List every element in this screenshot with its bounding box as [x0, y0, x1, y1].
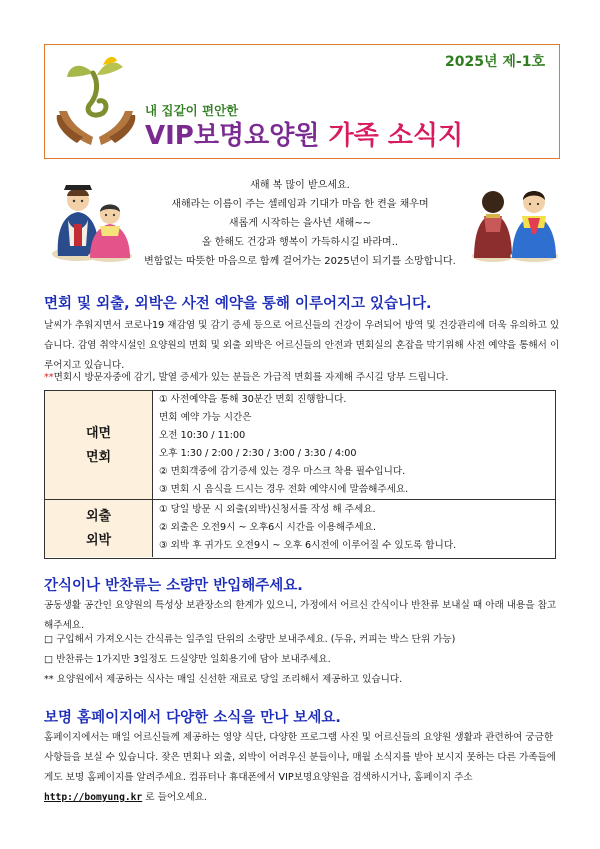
issue-number: 2025년 제-1호 [445, 54, 545, 70]
visit-row: 오전 10:30 / 11:00 [159, 430, 246, 441]
header-subtitle: 내 집같이 편안한 [145, 103, 239, 118]
list-item: □ 구입해서 가져오시는 간식류는 일주일 단위의 소량만 보내주세요. (두유, 커피는 박스 단위 가능) [44, 634, 456, 645]
outing-row: ② 외출은 오전9시 ~ 오후6시 시간을 이용해주세요. [159, 522, 377, 533]
section-title-snacks: 간식이나 반찬류는 소량만 반입해주세요. [44, 578, 303, 594]
note-mark: ** [44, 372, 54, 383]
greeting-line: 새해라는 이름이 주는 셀레임과 기대가 마음 한 켠을 채우며 [171, 199, 429, 210]
visits-note [44, 368, 562, 388]
outing-row: ③ 외박 후 귀가도 오전9시 ~ 오후 6시전에 이루어질 수 있도록 합니다. [159, 540, 457, 551]
note-text: 면회시 방문자중에 감기, 발열 증세가 있는 분들은 가급적 면회를 자제해 주시길 당부 드립니다. [53, 372, 449, 383]
visit-label-cell [45, 391, 153, 500]
homepage-text-end: 로 들어오세요. [142, 792, 207, 803]
visit-label: 면회 [85, 449, 112, 465]
schedule-table [44, 390, 556, 559]
visit-row: ③ 면회 시 음식을 드시는 경우 전화 예약시에 말씀해주세요. [159, 484, 409, 495]
outing-label-cell [45, 500, 153, 557]
visit-row: ② 면회객중에 감기증세 있는 경우 마스크 착용 필수입니다. [159, 466, 406, 477]
hands-plant-logo-icon [53, 53, 139, 153]
homepage-paragraph [44, 728, 562, 808]
greeting-line: 새롭게 시작하는 을사년 새해~~ [228, 218, 372, 229]
homepage-text: 홈페이지에서는 매일 어르신들께 제공하는 영양 식단, 다양한 프로그램 사진 및 어르신들의 요양원 생활과 관련하여 궁금한 사항들을 보실 수 있습니다. 잦은 면회나 외출, 외박이 어려우신 분들이나, 매월 소식지를 받아 보시지 못하는 다른 가족들에게도 보명 홈페이지를 알려주세요. 컴퓨터나 휴대폰에서 VIP보명요양원을 검색하시거나, 홈페이지 주소 [44, 732, 557, 783]
new-year-greeting [110, 176, 490, 271]
snacks-list [44, 630, 562, 690]
visit-row: ① 사전예약을 통해 30분간 면회 진행합니다. [159, 394, 347, 405]
visit-label: 대면 [85, 425, 112, 441]
outing-label: 외출 [85, 508, 112, 524]
bowing-girl-icon [508, 182, 560, 262]
section-title-homepage: 보명 홈페이지에서 다양한 소식을 만나 보세요. [44, 710, 341, 726]
newsletter-header [44, 44, 560, 159]
visit-row: 면회 예약 가능 시간은 [159, 412, 252, 423]
homepage-url-link[interactable]: http://bomyung.kr [44, 792, 143, 803]
list-item: □ 반찬류는 1가지만 3일정도 드실양만 일회용기에 담아 보내주세요. [44, 654, 331, 665]
greeting-line: 올 한해도 건강과 행복이 가득하시길 바라며.. [201, 237, 399, 248]
outing-row: ① 당일 방문 시 외출(외박)신청서를 작성 해 주세요. [159, 504, 376, 515]
greeting-line: 변함없는 따뜻한 마음으로 함께 걸어가는 2025년이 되기를 소망합니다. [144, 256, 456, 267]
title-main: VIP보명요양원 [145, 121, 320, 151]
newsletter-title [145, 115, 463, 152]
list-item: ** 요양원에서 제공하는 식사는 매일 신선한 재료로 당일 조리해서 제공하고 있습니다. [44, 674, 403, 685]
title-accent: 가족 소식지 [328, 121, 464, 151]
greeting-line: 새해 복 많이 받으세요. [250, 180, 350, 191]
section-title-visits: 면회 및 외출, 외박은 사전 예약을 통해 이루어지고 있습니다. [44, 296, 432, 312]
visits-paragraph: 날씨가 추워지면서 코로나19 재감염 및 감기 증세 등으로 어르신들의 건강이 우려되어 방역 및 건강관리에 더욱 유의하고 있습니다. 감염 취약시설인 요양원의 면회 및 외출 외박은 어르신들의 안전과 면회실의 혼잡을 막기위해 사전 예약을 통해서 이루어지고 있습니다. [44, 320, 560, 371]
outing-label: 외박 [85, 532, 112, 548]
snacks-paragraph: 공동생활 공간인 요양원의 특성상 보관장소의 한계가 있으니, 가정에서 어르신 간식이나 반찬류 보내실 때 아래 내용을 참고해주세요. [44, 600, 557, 631]
visit-row: 오후 1:30 / 2:00 / 2:30 / 3:00 / 3:30 / 4:00 [159, 448, 357, 459]
